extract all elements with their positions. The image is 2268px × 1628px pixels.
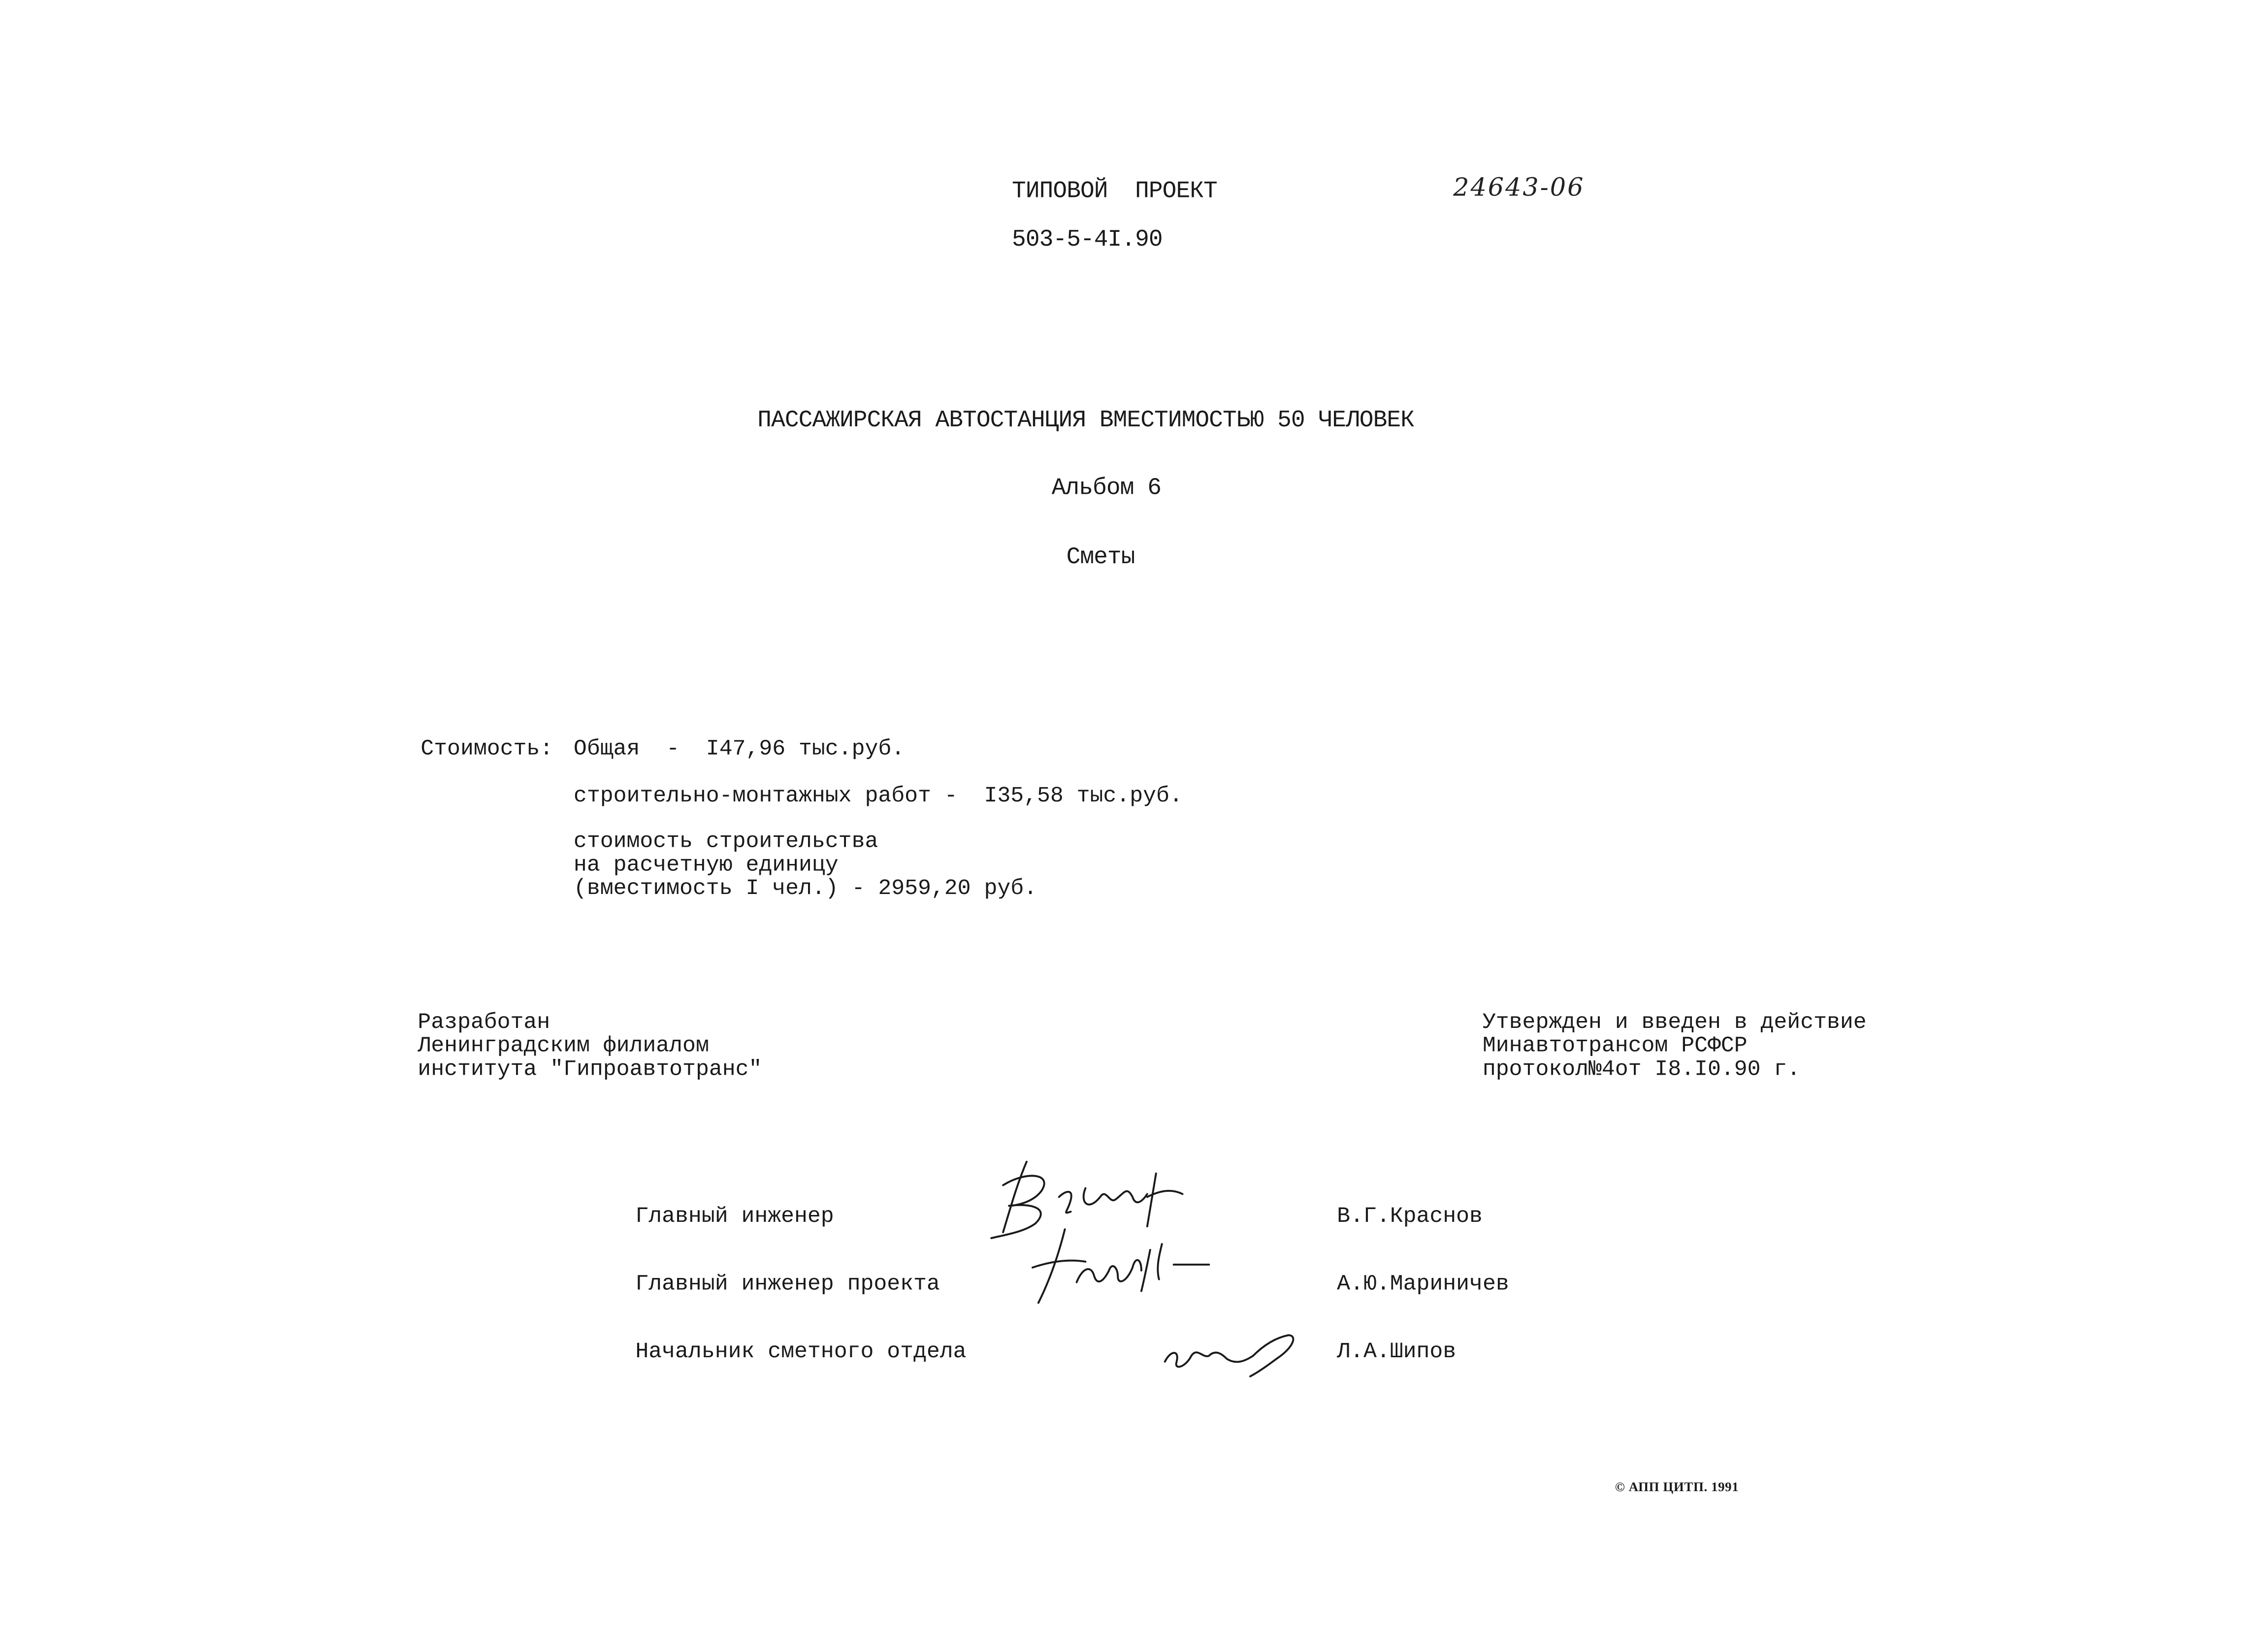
signatory-role-estimates-head: Начальник сметного отдела xyxy=(635,1340,967,1365)
cost-label: Стоимость: xyxy=(421,736,553,762)
signatory-role-chief-engineer: Главный инженер xyxy=(635,1204,834,1230)
subject-label: Сметы xyxy=(1066,544,1135,571)
copyright-mark: © АПП ЦИТП. 1991 xyxy=(1615,1479,1739,1494)
cost-unit-line2: на расчетную единицу xyxy=(573,853,839,878)
project-number: 503-5-4I.90 xyxy=(1012,226,1163,253)
developer-line2: Ленинградским филиалом xyxy=(418,1033,709,1059)
signatory-name-estimates-head: Л.А.Шипов xyxy=(1337,1340,1457,1365)
approval-line3: протокол№4от I8.I0.90 г. xyxy=(1482,1057,1801,1083)
approval-line1: Утвержден и введен в действие xyxy=(1482,1010,1867,1035)
signatory-name-chief-project-engineer: А.Ю.Мариничев xyxy=(1337,1272,1509,1297)
project-type: ТИПОВОЙ ПРОЕКТ xyxy=(1012,178,1217,205)
cost-unit-line1: стоимость строительства xyxy=(573,829,878,855)
handwritten-code: 24643-06 xyxy=(1453,173,1585,203)
developer-line3: института "Гипроавтотранс" xyxy=(418,1057,762,1083)
cost-construction: строительно-монтажных работ - I35,58 тыс.руб. xyxy=(573,784,1183,809)
signatory-role-chief-project-engineer: Главный инженер проекта xyxy=(635,1272,940,1297)
approval-line2: Минавтотрансом РСФСР xyxy=(1482,1033,1748,1059)
cost-total: Общая - I47,96 тыс.руб. xyxy=(573,736,905,762)
signatory-name-chief-engineer: В.Г.Краснов xyxy=(1337,1204,1483,1230)
signature-shipov xyxy=(1159,1323,1306,1382)
cost-unit-line3: (вместимость I чел.) - 2959,20 руб. xyxy=(573,876,1037,902)
developer-line1: Разработан xyxy=(418,1010,551,1035)
album-label: Альбом 6 xyxy=(1051,475,1162,502)
signature-marinichev xyxy=(1027,1223,1218,1311)
document-title: ПАССАЖИРСКАЯ АВТОСТАНЦИЯ ВМЕСТИМОСТЬЮ 50 ЧЕЛОВЕК xyxy=(757,407,1414,434)
